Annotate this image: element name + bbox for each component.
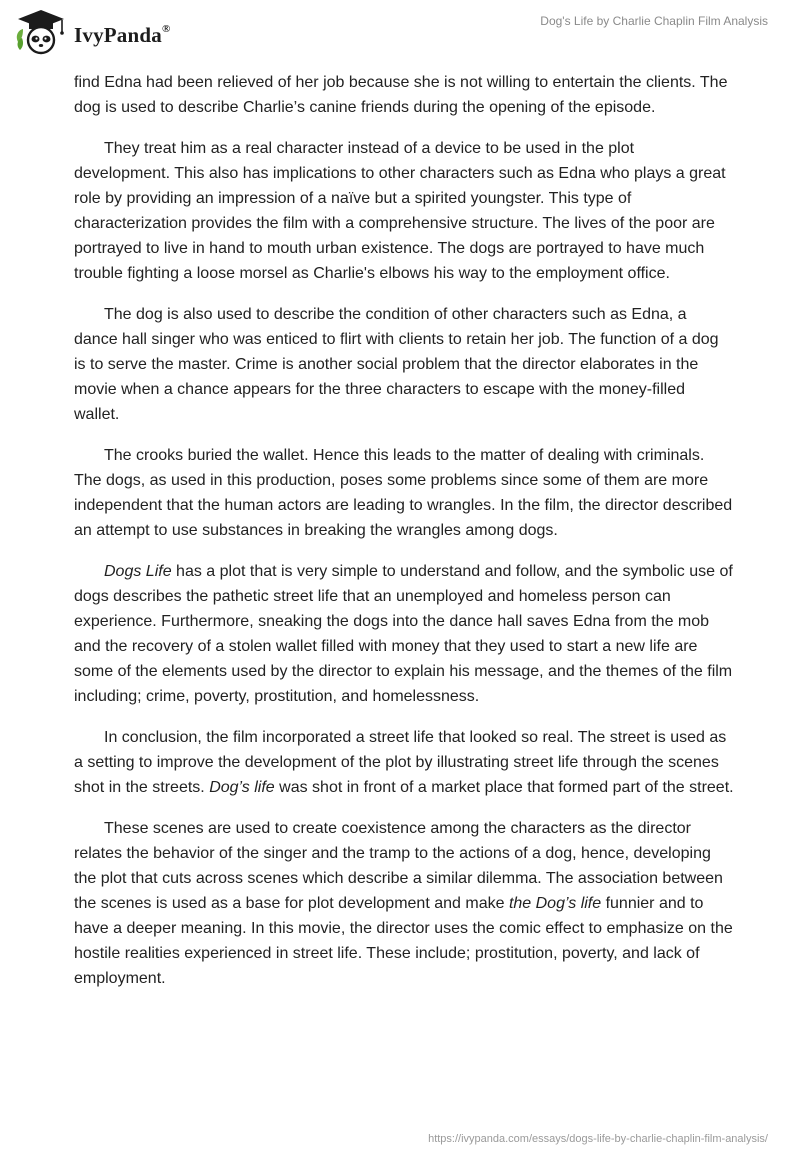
paragraph-text: In conclusion, the film incorporated a street life that looked so real. The street is used as a setting to improve the development of the plot by illustrating street life through the scenes shot in the streets. (74, 729, 727, 796)
document-title: Dog's Life by Charlie Chaplin Film Analysis (540, 14, 768, 28)
paragraph-text: The dog is also used to describe the condition of other characters such as Edna, a dance hall singer who was enticed to flirt with clients to retain her job. The function of a dog is to serve the master. Crime is another social problem that the director elaborates in the movie when a chance appears for the three characters to escape with the money-filled wallet. (74, 306, 719, 423)
paragraph-text: funnier and to have a deeper meaning. In this movie, the director uses the comic effect to emphasize on the hostile realities experienced in street life. These include; prostitution, poverty, and lack of employment. (74, 895, 733, 987)
essay-paragraph (74, 443, 734, 543)
essay-paragraph (74, 725, 734, 800)
italic-title-text: the Dog’s life (508, 895, 602, 912)
paragraph-text: was shot in front of a market place that formed part of the street. (274, 779, 734, 796)
paragraph-text: These scenes are used to create coexistence among the characters as the director relates the behavior of the singer and the tramp to the actions of a dog, hence, developing the plot that cuts across scenes which describe a similar dilemma. The association between the scenes is used as a base for plot development and make (74, 820, 723, 912)
paragraph-text: has a plot that is very simple to understand and follow, and the symbolic use of dogs describes the pathetic street life that an unemployed and homeless person can experience. Furthermore, sneaking the dogs into the dance hall saves Edna from the mob and the recovery of a stolen wallet filled with money that they used to start a new life are some of the elements used by the director to explain his message, and the themes of the film including; crime, poverty, prostitution, and homelessness. (74, 563, 733, 705)
essay-paragraph (74, 816, 734, 991)
panda-graduation-cap-icon (14, 8, 68, 56)
essay-body (74, 70, 734, 1007)
italic-title-text: Dogs Life (104, 563, 172, 580)
page-header (0, 0, 800, 62)
source-url-link[interactable]: https://ivypanda.com/essays/dogs-life-by-charlie-chaplin-film-analysis/ (428, 1133, 768, 1145)
ivypanda-logo[interactable] (14, 8, 170, 56)
italic-title-text: Dog’s life (209, 779, 275, 796)
essay-paragraph (74, 302, 734, 427)
essay-paragraph (74, 136, 734, 286)
paragraph-text: The crooks buried the wallet. Hence this leads to the matter of dealing with criminals. The dogs, as used in this production, poses some problems since some of them are more independent that the human actors are leading to wrangles. In the film, the director described an attempt to use substances in breaking the wrangles among dogs. (74, 447, 733, 539)
brand-name: IvyPanda® (74, 22, 171, 47)
essay-paragraph (74, 70, 734, 120)
paragraph-text: find Edna had been relieved of her job because she is not willing to entertain the clients. The dog is used to describe Charlie’s canine friends during the opening of the episode. (74, 74, 728, 116)
paragraph-text: They treat him as a real character instead of a device to be used in the plot development. This also has implications to other characters such as Edna who plays a great role by providing an impression of a naïve but a spirited youngster. This type of characterization provides the film with a comprehensive structure. The lives of the poor are portrayed to live in hand to mouth urban existence. The dogs are portrayed to have much trouble fighting a loose morsel as Charlie's elbows his way to the employment office. (74, 140, 726, 282)
essay-paragraph (74, 559, 734, 709)
